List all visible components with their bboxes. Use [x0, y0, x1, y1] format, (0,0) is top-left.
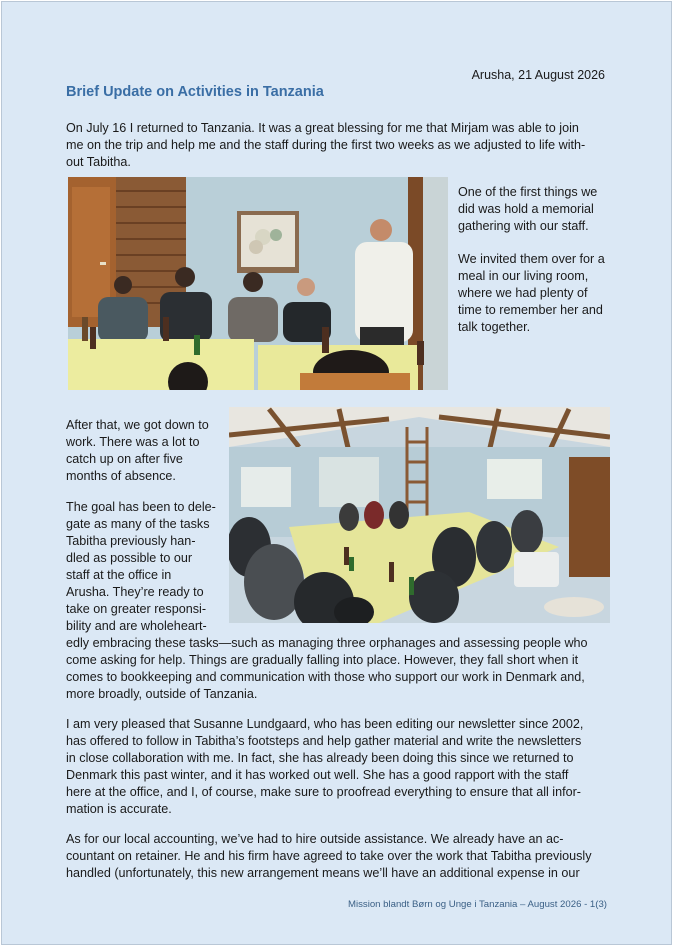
- text-line: work. There was a lot to: [66, 435, 200, 449]
- text-line: where we had plenty of: [458, 286, 588, 300]
- text-line: here at the office, and I, of course, make sure to proofread everything to ensure that all infor-: [66, 785, 582, 799]
- text-line: has offered to follow in Tabitha’s footsteps and help gather material and write the newsletters: [66, 734, 582, 748]
- text-line: more broadly, outside of Tanzania.: [66, 687, 258, 701]
- paragraph-susanne: [66, 716, 583, 818]
- paragraph-goal-side: [66, 499, 216, 635]
- text-line: did was hold a memorial: [458, 202, 594, 216]
- text-line: As for our local accounting, we’ve had to hire outside assistance. We already have an ac-: [66, 832, 564, 846]
- text-line: talk together.: [458, 320, 531, 334]
- paragraph-memorial: [458, 184, 597, 235]
- text-line: me on the trip and help me and the staff during the first two weeks as we adjusted to life with-: [66, 138, 586, 152]
- text-line: staff at the office in: [66, 568, 172, 582]
- paragraph-accounting: [66, 831, 592, 882]
- text-line: months of absence.: [66, 469, 176, 483]
- paragraph-work: [66, 417, 209, 485]
- text-line: We invited them over for a: [458, 252, 605, 266]
- text-line: After that, we got down to: [66, 418, 209, 432]
- text-line: come asking for help. Things are gradually falling into place. However, they fall short when it: [66, 653, 579, 667]
- text-line: catch up on after five: [66, 452, 183, 466]
- text-line: Tabitha previously han-: [66, 534, 196, 548]
- text-line: take on greater responsi-: [66, 602, 207, 616]
- text-line: On July 16 I returned to Tanzania. It was a great blessing for me that Mirjam was able to join: [66, 121, 579, 135]
- text-line: edly embracing these tasks—such as managing three orphanages and assessing people who: [66, 636, 588, 650]
- paragraph-intro: [66, 120, 585, 171]
- page-footer: Mission blandt Børn og Unge i Tanzania – August 2026 - 1(3): [347, 899, 607, 910]
- text-line: One of the first things we: [458, 185, 598, 199]
- memorial-gathering-photo: [68, 177, 448, 390]
- text-line: countant on retainer. He and his firm have agreed to take over the work that Tabitha previously: [66, 849, 592, 863]
- text-line: bility and are wholeheart-: [66, 619, 207, 633]
- text-line: gate as many of the tasks: [66, 517, 210, 531]
- letter-date: Arusha, 21 August 2026: [471, 68, 605, 82]
- text-line: The goal has been to dele-: [66, 500, 216, 514]
- text-line: handled (unfortunately, this new arrangement means we’ll have an additional expense in our: [66, 866, 580, 880]
- text-line: I am very pleased that Susanne Lundgaard, who has been editing our newsletter since 2002,: [66, 717, 584, 731]
- text-line: mation is accurate.: [66, 802, 172, 816]
- paragraph-goal-full: [66, 635, 588, 703]
- text-line: out Tabitha.: [66, 155, 131, 169]
- page-title: Brief Update on Activities in Tanzania: [66, 84, 324, 100]
- text-line: dled as possible to our: [66, 551, 193, 565]
- text-line: gathering with our staff.: [458, 219, 589, 233]
- text-line: Arusha. They’re ready to: [66, 585, 204, 599]
- text-line: in close collaboration with me. In fact, she has already been doing this since we returned to: [66, 751, 574, 765]
- text-line: meal in our living room,: [458, 269, 589, 283]
- text-line: comes to bookkeeping and communication with those who support our work in Denmark and,: [66, 670, 585, 684]
- paragraph-meal: [458, 251, 605, 336]
- text-line: time to remember her and: [458, 303, 603, 317]
- living-room-meal-photo: [229, 407, 610, 623]
- text-line: Denmark this past winter, and it has worked out well. She has a good rapport with the staff: [66, 768, 569, 782]
- document-page: [1, 1, 672, 945]
